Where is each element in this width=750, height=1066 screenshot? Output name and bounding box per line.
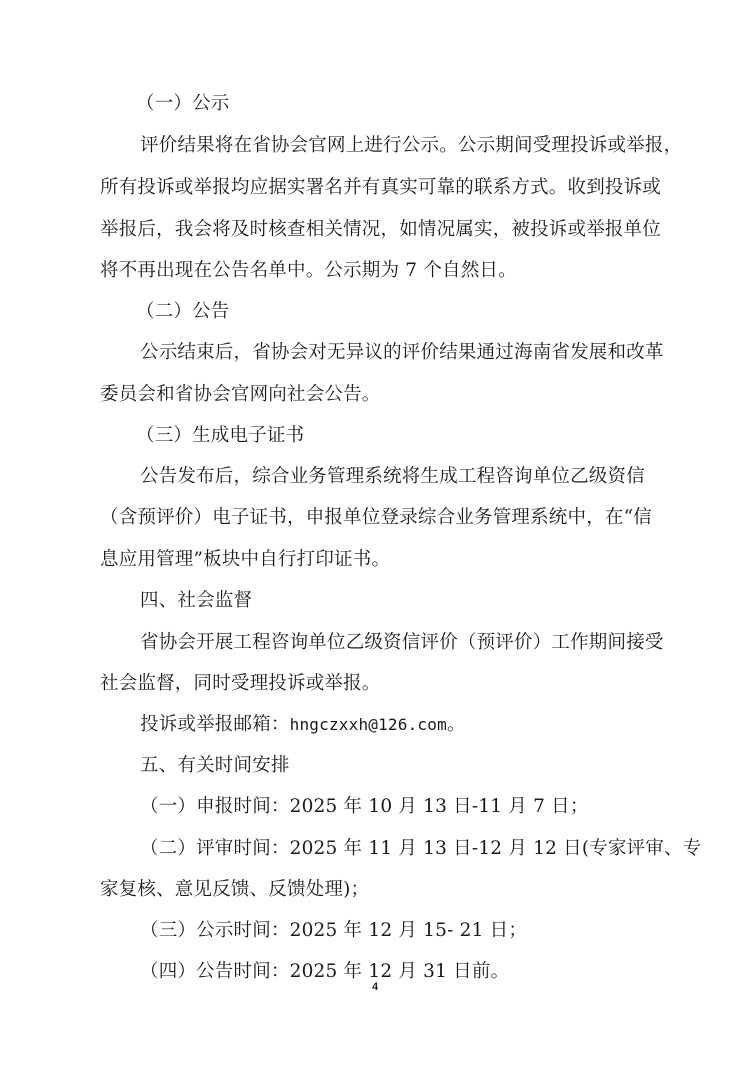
- section-1-heading: （一）公示: [136, 93, 230, 114]
- section-1-paragraph-line-4: 将不再出现在公告名单中。公示期为 7 个自然日。: [100, 260, 517, 281]
- schedule-item-2-line-1: （二）评审时间：2025 年 11 月 13 日-12 月 12 日(专家评审、专: [140, 838, 702, 859]
- section-3-heading: （三）生成电子证书: [136, 425, 305, 446]
- section-1-paragraph-line-2: 所有投诉或举报均应据实署名并有真实可靠的联系方式。收到投诉或: [100, 177, 662, 198]
- section-3-paragraph-line-2: （含预评价）电子证书，申报单位登录综合业务管理系统中，在“信: [100, 507, 652, 528]
- section-3-paragraph-line-3: 息应用管理”板块中自行打印证书。: [100, 549, 391, 570]
- schedule-item-2-line-2: 家复核、意见反馈、反馈处理)；: [100, 879, 370, 900]
- section-4-heading: 四、社会监督: [140, 590, 253, 611]
- section-1-paragraph-line-1: 评价结果将在省协会官网上进行公示。公示期间受理投诉或举报，: [140, 135, 683, 156]
- schedule-item-4: （四）公告时间：2025 年 12 月 31 日前。: [140, 961, 510, 982]
- schedule-item-1: （一）申报时间：2025 年 10 月 13 日-11 月 7 日；: [140, 796, 589, 817]
- section-4-paragraph-line-1: 省协会开展工程咨询单位乙级资信评价（预评价）工作期间接受: [140, 632, 664, 653]
- page-number: 4: [371, 981, 379, 993]
- section-5-heading: 五、有关时间安排: [140, 755, 290, 776]
- section-2-heading: （二）公告: [136, 301, 230, 322]
- section-4-email-line: [140, 713, 466, 737]
- email-line-end: 。: [446, 714, 466, 735]
- section-3-paragraph-line-1: 公告发布后，综合业务管理系统将生成工程咨询单位乙级资信: [140, 466, 645, 487]
- section-2-paragraph-line-1: 公示结束后，省协会对无异议的评价结果通过海南省发展和改革: [140, 342, 664, 363]
- email-address: hngczxxh@126.com: [289, 715, 447, 734]
- section-2-paragraph-line-2: 委员会和省协会官网向社会公告。: [100, 384, 381, 405]
- email-label: 投诉或举报邮箱：: [140, 714, 290, 735]
- schedule-item-3: （三）公示时间：2025 年 12 月 15- 21 日；: [140, 920, 528, 941]
- section-1-paragraph-line-3: 举报后，我会将及时核查相关情况，如情况属实，被投诉或举报单位: [100, 219, 662, 240]
- section-4-paragraph-line-2: 社会监督，同时受理投诉或举报。: [100, 673, 381, 694]
